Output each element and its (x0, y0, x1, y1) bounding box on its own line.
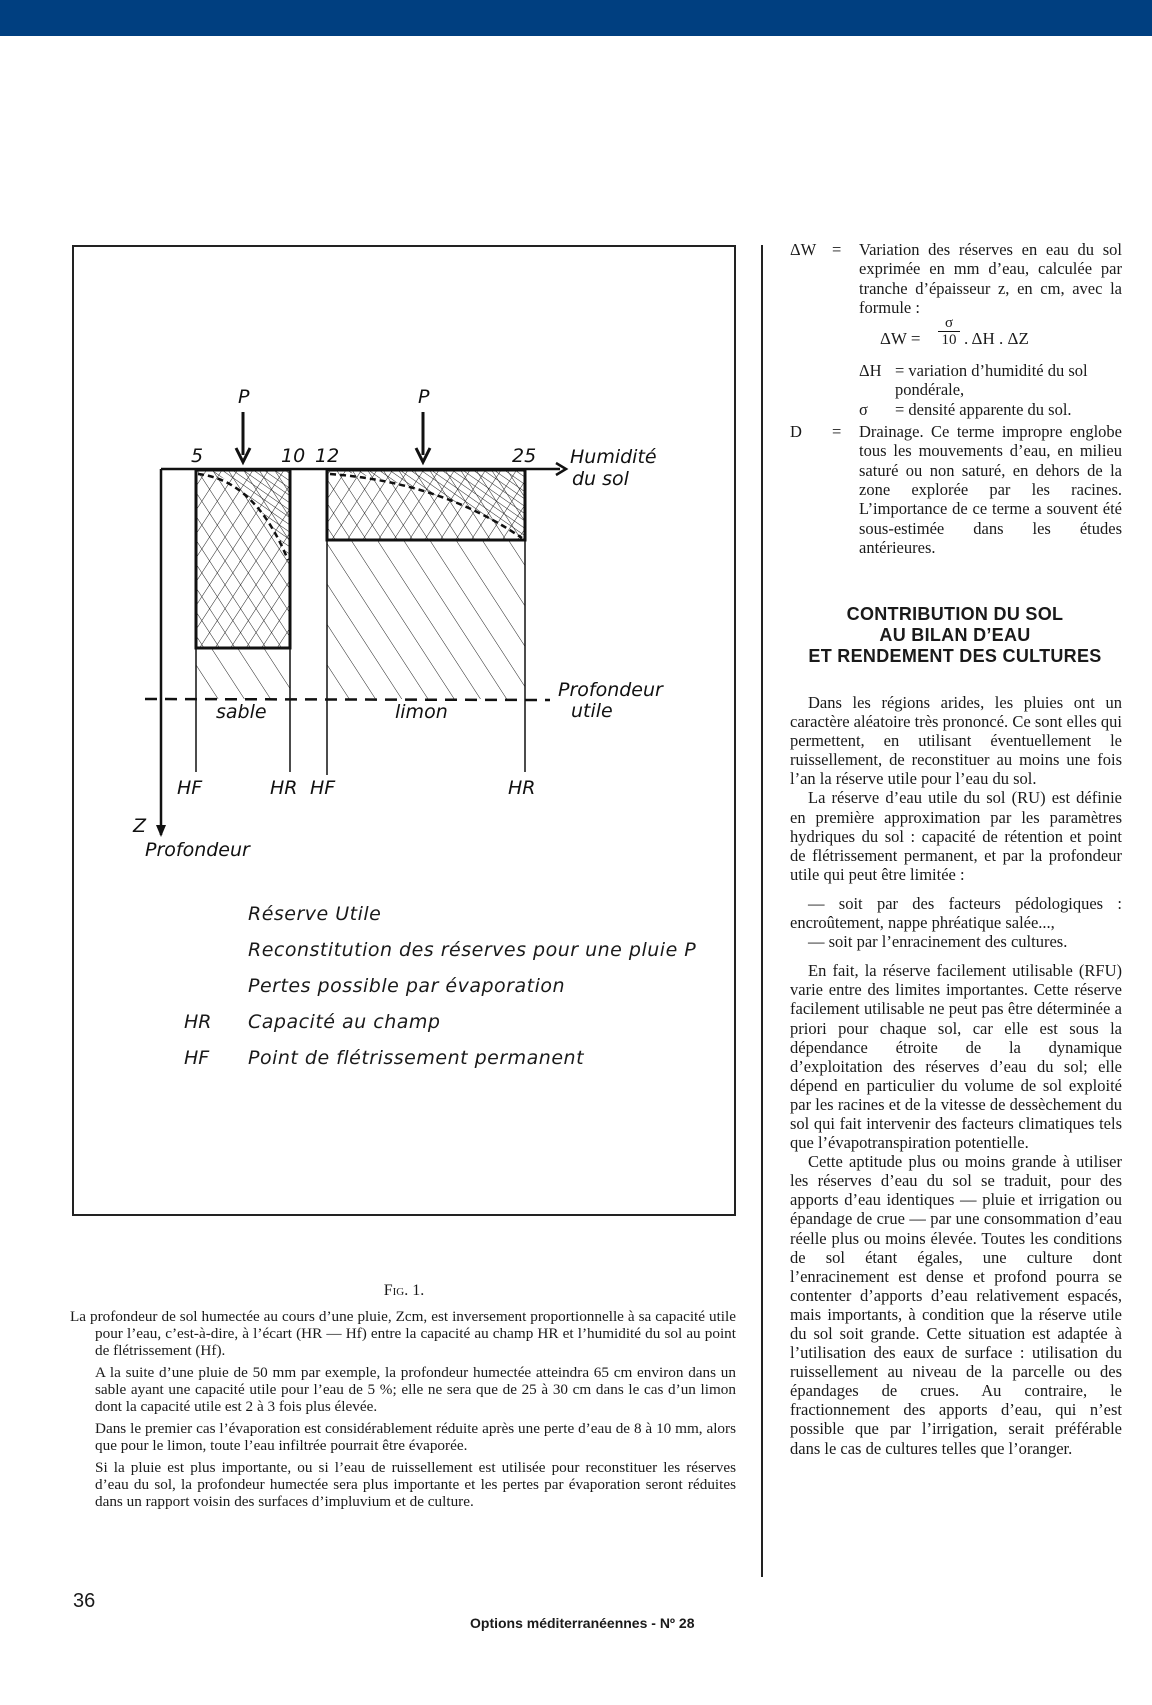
legend-label: Capacité au champ (248, 1011, 441, 1033)
rain-label-right: P (418, 386, 430, 408)
definition-symbol: ΔH (859, 361, 882, 381)
definition-symbol: D (790, 422, 802, 442)
x-axis-label-line2: du sol (572, 468, 629, 490)
formula-lhs: ΔW = (880, 329, 921, 349)
legend-item-reserve-utile (160, 902, 720, 926)
figure-caption: Fig. 1. (383, 1282, 425, 1299)
definition-equals: = (832, 240, 842, 259)
tick-label-25: 25 (512, 445, 537, 467)
x-axis-label-line1: Humidité (570, 446, 657, 468)
section-heading (785, 604, 1125, 667)
definition-text: Drainage. Ce terme impropre englobe tous les mouvements d’eau, en milieu saturé ou non saturé, en dehors de la zone explorée par les racines. L’importance de ce terme a souvent été sous-estimée dans les études antérieures. (859, 422, 1122, 557)
definition-dh (859, 361, 1122, 400)
definition-sigma (859, 400, 1122, 419)
heading-line: ET RENDEMENT DES CULTURES (808, 646, 1102, 666)
legend-item-reconstitution (160, 938, 720, 962)
definition-text: Variation des réserves en eau du sol exprimée en mm d’eau, calculée par tranche d’épaisseur z, en cm, avec la formule : (859, 240, 1122, 317)
legend-label: Pertes possible par évaporation (248, 975, 566, 997)
formula-numerator: σ (938, 315, 960, 332)
page-number: 36 (73, 1590, 96, 1612)
z-axis-symbol: Z (133, 815, 147, 837)
hf-label-right: HF (310, 777, 336, 799)
body-list-item: — soit par l’enracinement des cultures. (808, 932, 1068, 952)
rain-label-left: P (238, 386, 250, 408)
tick-label-5: 5 (191, 445, 204, 467)
legend-label: Réserve Utile (248, 903, 382, 925)
definition-symbol: σ (859, 399, 868, 419)
soil-label-sand: sable (216, 701, 267, 723)
body-paragraph: En fait, la réserve facilement utilisable (RFU) varie entre des limites importantes. Cette réserve facilement utilisable ne peut pas être déterminée a priori pour chaque sol, car elle est sous la dépendance étroite de la dynamique d’exploitation des réserves d’eau du sol; elle dépend en particulier du volume de sol exploité par les racines et de la vitesse de dessèchement du sol qui fait intervenir des facteurs climatiques tels que l’évapotranspiration potentielle. (790, 961, 1122, 1153)
hf-label-left: HF (177, 777, 203, 799)
tick-label-10: 10 (281, 445, 306, 467)
journal-footer: Options méditerranéennes - Nº 28 (470, 1615, 695, 1631)
legend-item-evaporation (160, 974, 720, 998)
body-paragraph: La réserve d’eau utile du sol (RU) est définie en première approximation par les paramètres hydriques du sol : capacité de rétention et point de flétrissement permanent, et par la profondeur utile qui peut être limitée : (790, 788, 1122, 884)
caption-paragraph: Si la pluie est plus importante, ou si l’eau de ruissellement est utilisée pour reconstituer les réserves d’eau du sol, la profondeur humectée sera plus importante et les pertes par évaporation seront réduites dans un rapport voisin des surfaces d’impluvium et de culture. (95, 1459, 736, 1510)
definition-text: = densité apparente du sol. (895, 399, 1072, 419)
formula-rhs: . ΔH . ΔZ (964, 329, 1029, 349)
formula-denominator: 10 (941, 332, 957, 349)
legend-item-hr (160, 1010, 720, 1034)
hr-label-left: HR (270, 777, 298, 799)
legend-item-hf (160, 1046, 720, 1070)
legend-abbr: HF (184, 1047, 210, 1069)
figure-caption-text (70, 1308, 736, 1515)
body-paragraph: Dans les régions arides, les pluies ont un caractère aléatoire très prononcé. Ce sont elles qui permettent, en utilisant éventuellement le ruissellement, de reconstituer au moins une fois l’an la réserve utile pour l’eau du sol. (790, 693, 1122, 789)
body-list-item: — soit par des facteurs pédologiques : encroûtement, nappe phréatique salée..., (790, 893, 1122, 933)
formula-fraction (938, 315, 960, 348)
definition-text: = variation d’humidité du sol pondérale, (895, 361, 1088, 400)
column-divider (761, 245, 763, 1577)
heading-line: CONTRIBUTION DU SOL (846, 604, 1064, 624)
legend-label: Point de flétrissement permanent (248, 1047, 585, 1069)
section-body (790, 693, 1122, 1458)
caption-paragraph: A la suite d’une pluie de 50 mm par exemple, la profondeur humectée atteindra 65 cm environ dans un sable ayant une capacité utile pour l’eau de 5 %; elle ne sera que de 25 à 30 cm dans le cas d’un limon dont la capacité utile est 2 à 3 fois plus élevée. (95, 1364, 736, 1415)
definition-equals: = (832, 422, 842, 442)
legend-abbr: HR (184, 1011, 212, 1033)
soil-label-silt: limon (395, 701, 448, 723)
definition-symbol: ΔW (790, 240, 817, 259)
definition-dw (790, 240, 1122, 317)
depth-label-line2: utile (571, 700, 613, 722)
definitions-block (790, 240, 1122, 557)
depth-label-line1: Profondeur (558, 679, 663, 701)
legend-label: Reconstitution des réserves pour une pluie P (248, 939, 697, 961)
z-axis-label: Profondeur (145, 839, 250, 861)
hr-label-right: HR (508, 777, 536, 799)
body-paragraph: Cette aptitude plus ou moins grande à utiliser les réserves d’eau du sol se traduit, pour des apports d’eau identiques — pluie et irrigation ou épandage de crue — par une consommation d’eau réelle plus ou moins élevée. Toutes les conditions de sol étant égales, une culture dont l’enracinement est dense et profond pourra se contenter d’apports d’eau relativement espacés, mais importants, à condition que la réserve utile du sol soit grande. Cette situation est adaptée à l’utilisation des eaux de surface : utilisation du ruissellement au niveau de la parcelle ou des épandages de crues. Au contraire, le fractionnement des apports d’eau, qui n’est possible que par l’irrigation, serait préférable dans le cas de cultures telles que l’oranger. (790, 1152, 1122, 1458)
caption-paragraph: La profondeur de sol humectée au cours d’une pluie, Zcm, est inversement proportionnelle à sa capacité utile pour l’eau, c’est-à-dire, à l’écart (HR — Hf) entre la capacité au champ HR et l’humidité du sol au point de flétrissement (Hf). (70, 1308, 736, 1359)
definition-d (790, 422, 1122, 557)
tick-label-12: 12 (315, 445, 340, 467)
caption-paragraph: Dans le premier cas l’évaporation est considérablement réduite après une perte d’eau de 8 à 10 mm, alors que pour le limon, toute l’eau infiltrée pourrait être évaporée. (95, 1420, 736, 1454)
formula (880, 315, 1122, 361)
heading-line: AU BILAN D’EAU (879, 625, 1031, 645)
